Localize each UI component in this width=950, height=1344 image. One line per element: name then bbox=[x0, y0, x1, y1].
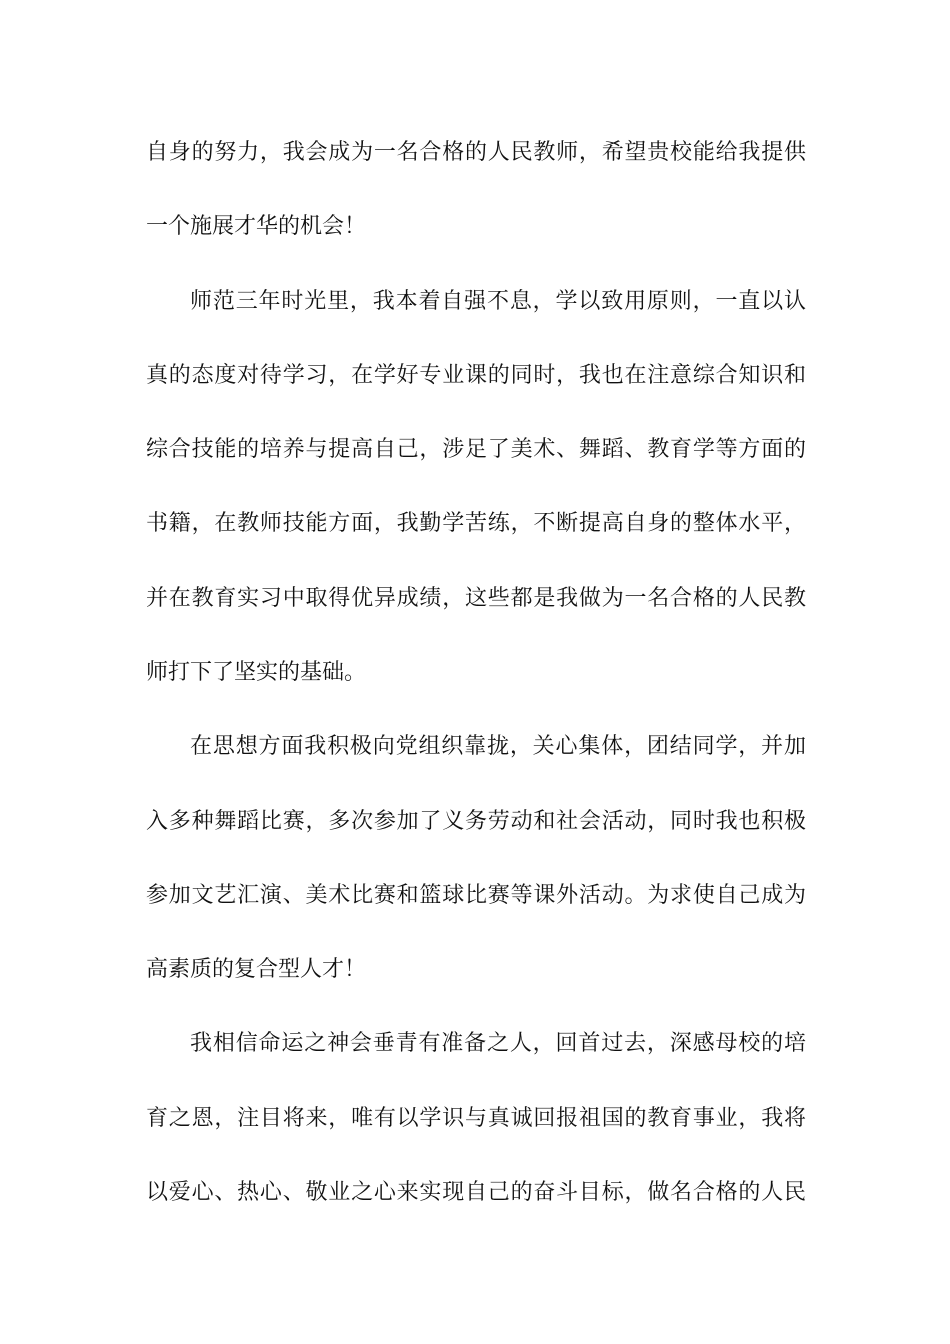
text-line: 师打下了坚实的基础。 bbox=[146, 660, 367, 685]
text-line: 自身的努力，我会成为一名合格的人民教师，希望贵校能给我提供 bbox=[146, 140, 806, 165]
text-line: 并在教育实习中取得优异成绩，这些都是我做为一名合格的人民教 bbox=[146, 586, 806, 611]
text-line: 一个施展才华的机会！ bbox=[146, 214, 367, 239]
text-line: 参加文艺汇演、美术比赛和篮球比赛等课外活动。为求使自己成为 bbox=[146, 883, 806, 908]
text-line: 育之恩，注目将来，唯有以学识与真诚回报祖国的教育事业，我将 bbox=[146, 1106, 806, 1131]
text-line: 书籍，在教师技能方面，我勤学苦练，不断提高自身的整体水平， bbox=[146, 511, 806, 536]
text-line: 高素质的复合型人才！ bbox=[146, 957, 367, 982]
paragraph-first-line: 师范三年时光里，我本着自强不息，学以致用原则，一直以认 bbox=[190, 289, 806, 314]
paragraph-first-line: 在思想方面我积极向党组织靠拢，关心集体，团结同学，并加 bbox=[190, 734, 806, 759]
text-line: 真的态度对待学习，在学好专业课的同时，我也在注意综合知识和 bbox=[146, 363, 806, 388]
text-line: 以爱心、热心、敬业之心来实现自己的奋斗目标，做名合格的人民 bbox=[146, 1180, 806, 1205]
paragraph-first-line: 我相信命运之神会垂青有准备之人，回首过去，深感母校的培 bbox=[190, 1031, 806, 1056]
text-line: 入多种舞蹈比赛，多次参加了义务劳动和社会活动，同时我也积极 bbox=[146, 809, 806, 834]
text-line: 综合技能的培养与提高自己，涉足了美术、舞蹈、教育学等方面的 bbox=[146, 437, 806, 462]
